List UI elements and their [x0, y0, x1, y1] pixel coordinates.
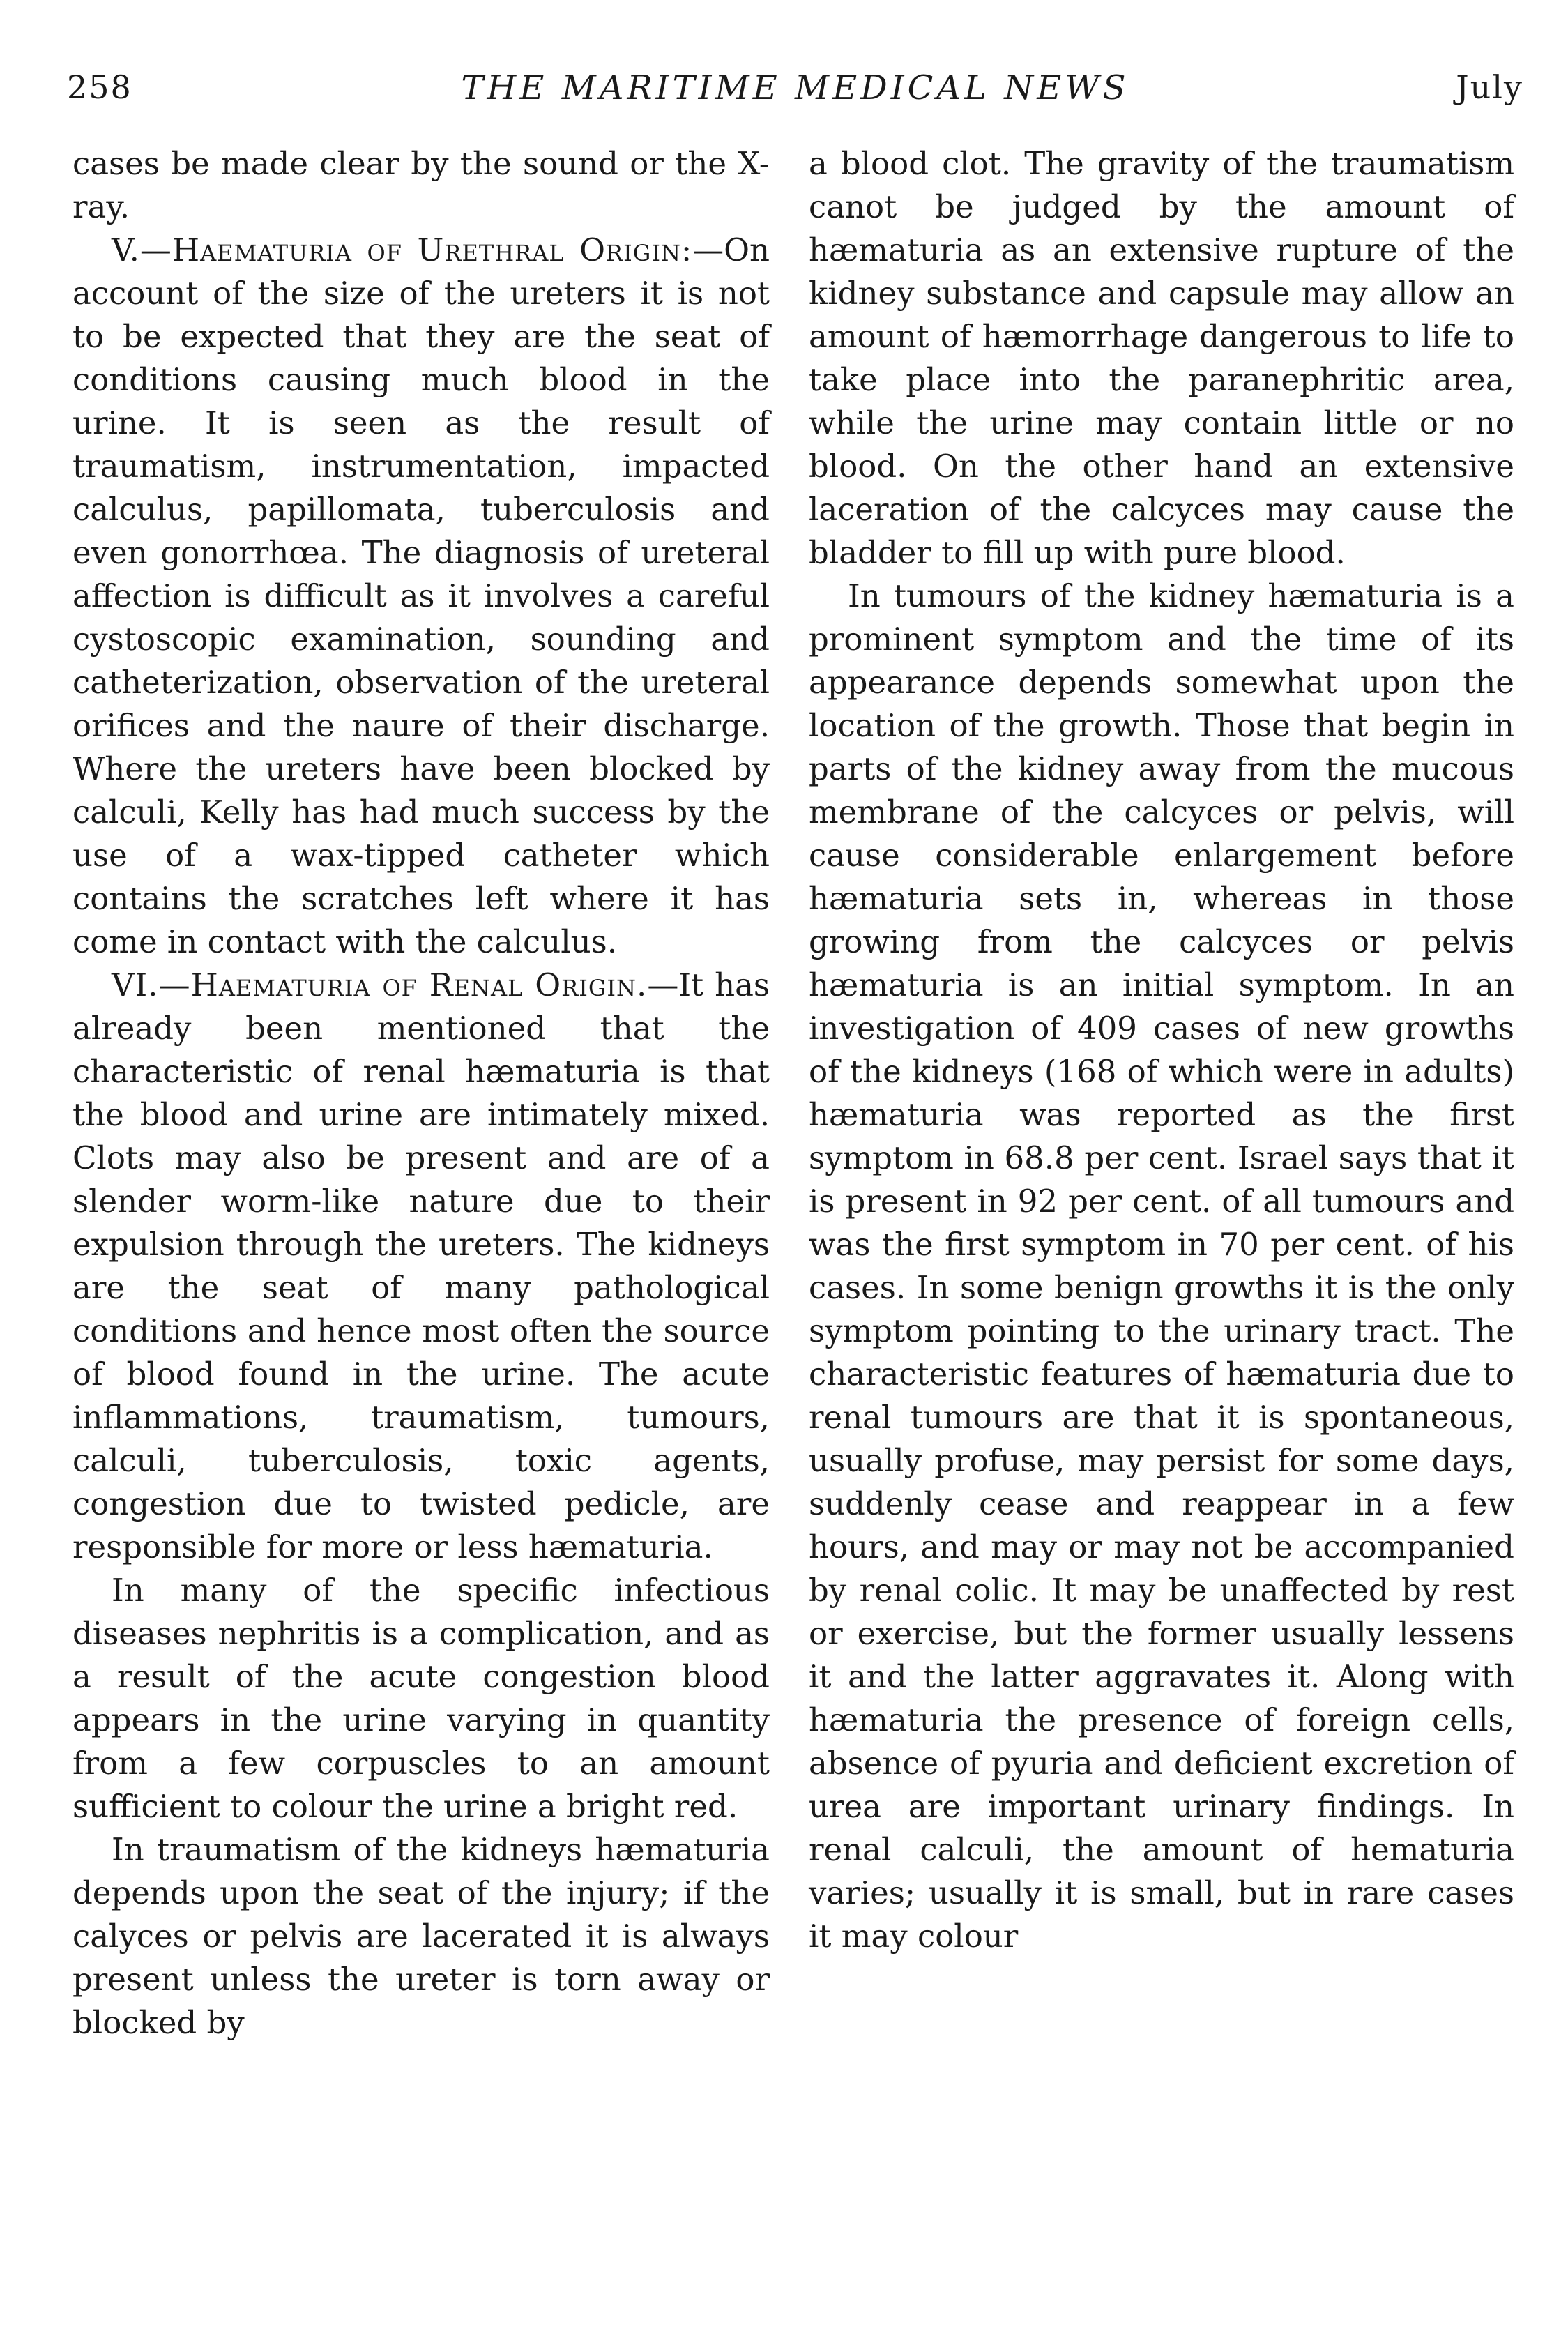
page-number: 258	[67, 68, 132, 106]
issue-month: July	[1456, 68, 1523, 106]
paragraph	[809, 142, 1514, 575]
running-head	[67, 68, 1523, 110]
paragraph-renal-origin	[73, 964, 770, 1569]
paragraph-text: cases be made clear by the sound or the X-ray.	[73, 145, 770, 225]
section-heading: VI.—Haematuria of Renal Origin.	[112, 966, 648, 1003]
paragraph	[73, 1569, 770, 1828]
paragraph	[809, 575, 1514, 1958]
paragraph-text: In tumours of the kidney hæmaturia is a prominent symptom and the time of its appearance depends somewhat upon the location of the growth. Those that begin in parts of the kidney away from the mucous membrane of the calcyces or pelvis, will cause considerable enlargement before hæmaturia sets in, whereas in those growing from the calcyces or pelvis hæmaturia is an initial symptom. In an investigation of 409 cases of new growths of the kidneys (168 of which were in adults) hæmaturia was reported as the first symptom in 68.8 per cent. Israel says that it is present in 92 per cent. of all tumours and was the first symptom in 70 per cent. of his cases. In some benign growths it is the only symptom pointing to the urinary tract. The characteristic features of hæmaturia due to renal tumours are that it is spontaneous, usually profuse, may persist for some days, suddenly cease and reappear in a few hours, and may or may not be accompanied by renal colic. It may be unaffected by rest or exercise, but the former usually lessens it and the latter aggravates it. Along with hæmaturia the presence of foreign cells, absence of pyuria and deficient excretion of urea are important urinary findings. In renal calculi, the amount of hematuria varies; usually it is small, but in rare cases it may colour	[809, 577, 1514, 1955]
paragraph-urethral-origin	[73, 229, 770, 964]
left-column	[73, 142, 770, 2045]
paragraph-text: a blood clot. The gravity of the traumatism canot be judged by the amount of hæmaturia as an extensive rupture of the kidney substance and capsule may allow an amount of hæmorrhage dangerous to life to take place into the paranephritic area, while the urine may contain little or no blood. On the other hand an extensive laceration of the calcyces may cause the bladder to fill up with pure blood.	[809, 145, 1514, 571]
paragraph	[73, 142, 770, 229]
section-heading: V.—Haematuria of Urethral Origin:	[112, 232, 693, 268]
paragraph-text: —On account of the size of the ureters it is not to be expected that they are the seat of conditions causing much blood in the urine. It is seen as the result of traumatism, instrumentation, impacted calculus, papillomata, tuberculosis and even gonorrhœa. The diagnosis of ureteral affection is difficult as it involves a careful cystoscopic examination, sounding and catheterization, observation of the ureteral orifices and the naure of their discharge. Where the ureters have been blocked by calculi, Kelly has had much success by the use of a wax-tipped catheter which contains the scratches left where it has come in contact with the calculus.	[73, 232, 770, 960]
right-column	[809, 142, 1514, 1958]
paragraph-text: In traumatism of the kidneys hæmaturia depends upon the seat of the injury; if the calyces or pelvis are lacerated it is always present unless the ureter is torn away or blocked by	[73, 1831, 770, 2041]
journal-title: THE MARITIME MEDICAL NEWS	[461, 68, 1129, 107]
paragraph-text: In many of the specific infectious diseases nephritis is a complication, and as a result of the acute congestion blood appears in the urine varying in quantity from a few corpuscles to an amount sufficient to colour the urine a bright red.	[73, 1572, 770, 1825]
paragraph-text: —It has already been mentioned that the characteristic of renal hæmaturia is that the blood and urine are intimately mixed. Clots may also be present and are of a slender worm-like nature due to their expulsion through the ureters. The kidneys are the seat of many pathological conditions and hence most often the source of blood found in the urine. The acute inflammations, traumatism, tumours, calculi, tuberculosis, toxic agents, congestion due to twisted pedicle, are responsible for more or less hæmaturia.	[73, 966, 770, 1565]
paragraph	[73, 1828, 770, 2045]
